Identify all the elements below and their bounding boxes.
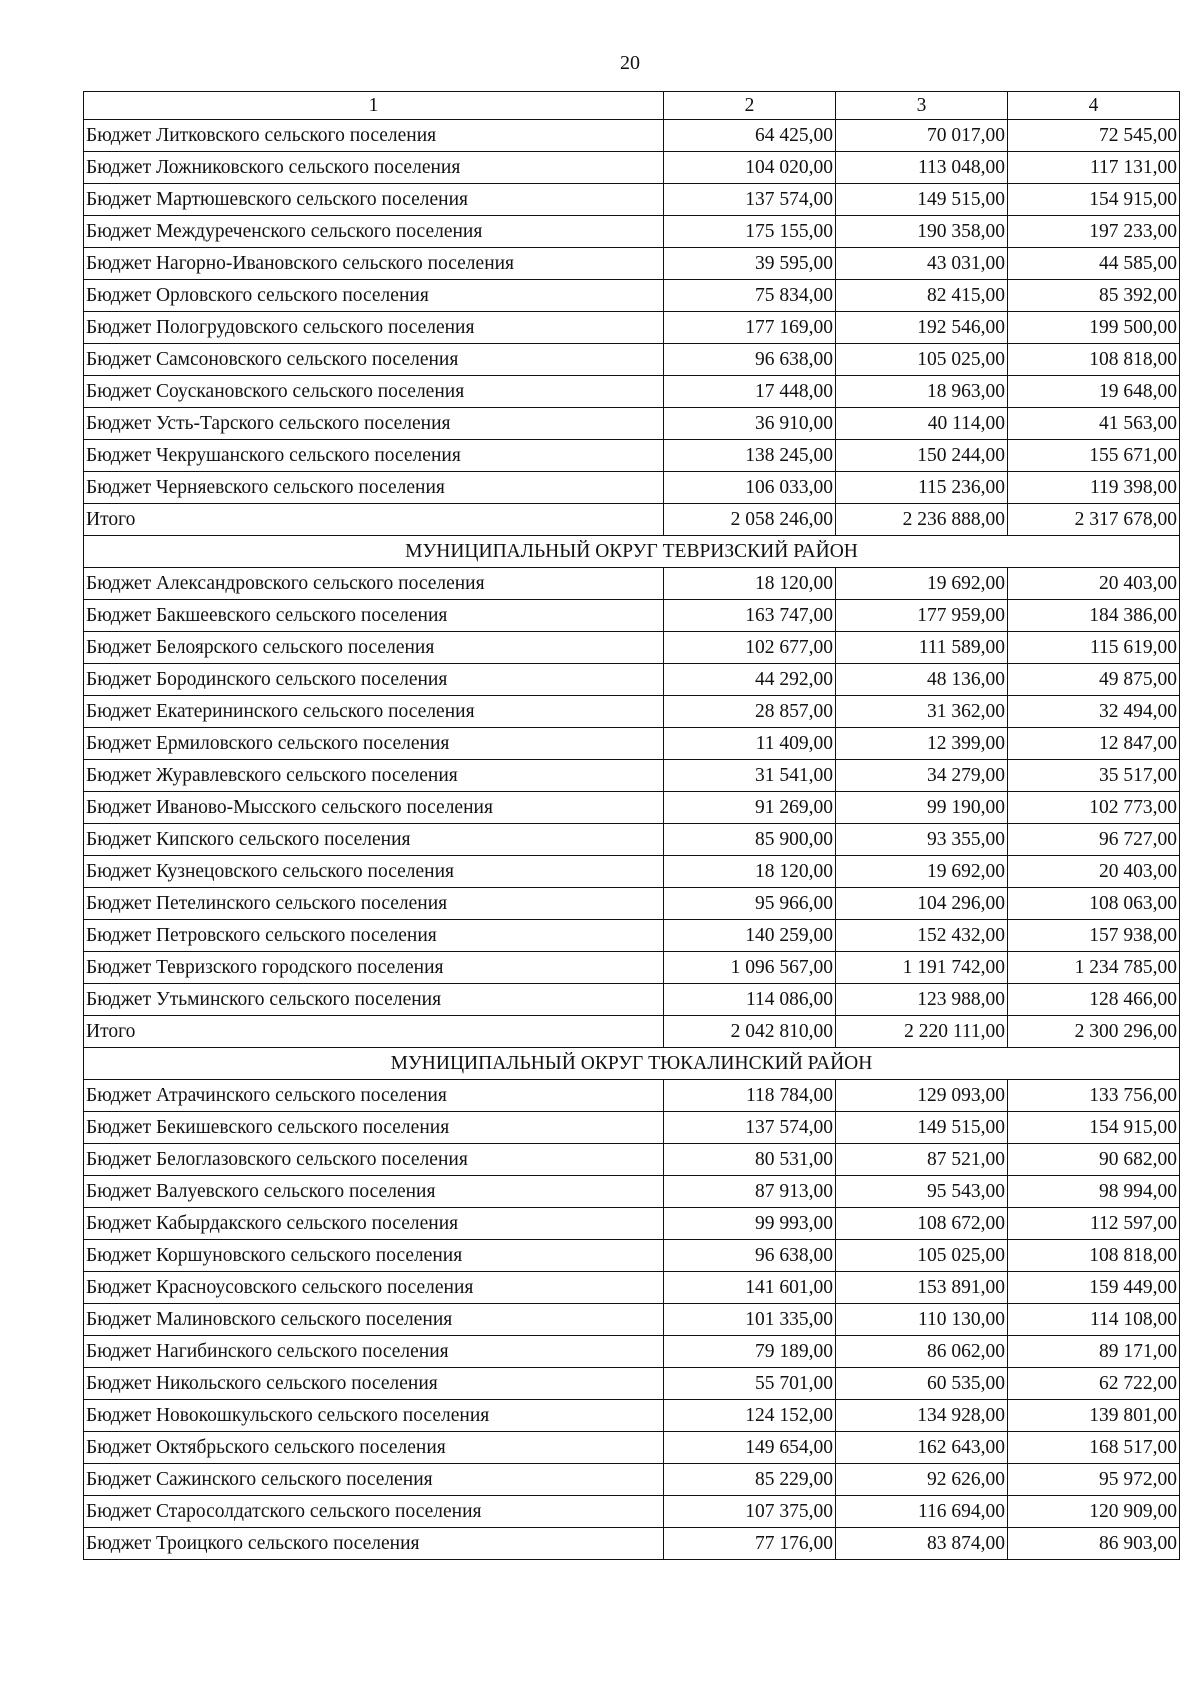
table-row — [84, 120, 1180, 152]
table-row — [84, 312, 1180, 344]
value-3-cell: 105 025,00 — [836, 1240, 1008, 1272]
value-4-cell: 32 494,00 — [1008, 696, 1180, 728]
value-2-cell: 140 259,00 — [664, 920, 836, 952]
value-4-cell: 102 773,00 — [1008, 792, 1180, 824]
column-header-3: 3 — [836, 92, 1008, 120]
settlement-name-cell: Бюджет Тевризского городского поселения — [84, 952, 664, 984]
column-number-header — [84, 92, 1180, 120]
value-4-cell: 19 648,00 — [1008, 376, 1180, 408]
value-2-cell: 77 176,00 — [664, 1528, 836, 1560]
settlement-name-cell: Бюджет Нагорно-Ивановского сельского поселения — [84, 248, 664, 280]
settlement-name-cell: Бюджет Кипского сельского поселения — [84, 824, 664, 856]
table-row — [84, 1528, 1180, 1560]
value-4-cell: 85 392,00 — [1008, 280, 1180, 312]
value-3-cell: 82 415,00 — [836, 280, 1008, 312]
value-3-cell: 149 515,00 — [836, 1112, 1008, 1144]
settlement-name-cell: Бюджет Екатерининского сельского поселения — [84, 696, 664, 728]
table-row — [84, 1176, 1180, 1208]
value-4-cell: 119 398,00 — [1008, 472, 1180, 504]
settlement-name-cell: Бюджет Чекрушанского сельского поселения — [84, 440, 664, 472]
settlement-name-cell: Бюджет Троицкого сельского поселения — [84, 1528, 664, 1560]
section-title: МУНИЦИПАЛЬНЫЙ ОКРУГ ТЮКАЛИНСКИЙ РАЙОН — [84, 1048, 1180, 1080]
value-4-cell: 168 517,00 — [1008, 1432, 1180, 1464]
value-2-cell: 11 409,00 — [664, 728, 836, 760]
value-3-cell: 99 190,00 — [836, 792, 1008, 824]
settlement-name-cell: Бюджет Белоглазовского сельского поселения — [84, 1144, 664, 1176]
value-3-cell: 87 521,00 — [836, 1144, 1008, 1176]
value-2-cell: 118 784,00 — [664, 1080, 836, 1112]
table-row — [84, 344, 1180, 376]
table-row — [84, 184, 1180, 216]
value-4-cell: 89 171,00 — [1008, 1336, 1180, 1368]
value-3-cell: 110 130,00 — [836, 1304, 1008, 1336]
value-3-cell: 95 543,00 — [836, 1176, 1008, 1208]
value-2-cell: 17 448,00 — [664, 376, 836, 408]
value-3-cell: 83 874,00 — [836, 1528, 1008, 1560]
value-2-cell: 85 229,00 — [664, 1464, 836, 1496]
section-title: МУНИЦИПАЛЬНЫЙ ОКРУГ ТЕВРИЗСКИЙ РАЙОН — [84, 536, 1180, 568]
value-4-cell: 1 234 785,00 — [1008, 952, 1180, 984]
value-2-cell: 95 966,00 — [664, 888, 836, 920]
value-3-cell: 86 062,00 — [836, 1336, 1008, 1368]
value-4-cell: 108 818,00 — [1008, 344, 1180, 376]
value-3-cell: 115 236,00 — [836, 472, 1008, 504]
settlement-name-cell: Бюджет Журавлевского сельского поселения — [84, 760, 664, 792]
value-2-cell: 79 189,00 — [664, 1336, 836, 1368]
value-2-cell: 96 638,00 — [664, 1240, 836, 1272]
value-3-cell: 34 279,00 — [836, 760, 1008, 792]
table-row — [84, 1112, 1180, 1144]
value-2-cell: 18 120,00 — [664, 856, 836, 888]
settlement-name-cell: Бюджет Усть-Тарского сельского поселения — [84, 408, 664, 440]
settlement-name-cell: Бюджет Ермиловского сельского поселения — [84, 728, 664, 760]
value-3-cell: 2 220 111,00 — [836, 1016, 1008, 1048]
value-3-cell: 116 694,00 — [836, 1496, 1008, 1528]
value-2-cell: 114 086,00 — [664, 984, 836, 1016]
value-2-cell: 1 096 567,00 — [664, 952, 836, 984]
value-2-cell: 64 425,00 — [664, 120, 836, 152]
value-4-cell: 139 801,00 — [1008, 1400, 1180, 1432]
table-row — [84, 1432, 1180, 1464]
value-4-cell: 114 108,00 — [1008, 1304, 1180, 1336]
table-row — [84, 1144, 1180, 1176]
value-2-cell: 96 638,00 — [664, 344, 836, 376]
value-4-cell: 2 317 678,00 — [1008, 504, 1180, 536]
column-header-1: 1 — [84, 92, 664, 120]
value-3-cell: 190 358,00 — [836, 216, 1008, 248]
value-2-cell: 175 155,00 — [664, 216, 836, 248]
settlement-name-cell: Бюджет Самсоновского сельского поселения — [84, 344, 664, 376]
value-4-cell: 90 682,00 — [1008, 1144, 1180, 1176]
value-4-cell: 155 671,00 — [1008, 440, 1180, 472]
settlement-name-cell: Бюджет Орловского сельского поселения — [84, 280, 664, 312]
value-2-cell: 39 595,00 — [664, 248, 836, 280]
settlement-name-cell: Бюджет Никольского сельского поселения — [84, 1368, 664, 1400]
settlement-name-cell: Бюджет Бекишевского сельского поселения — [84, 1112, 664, 1144]
settlement-name-cell: Бюджет Пологрудовского сельского поселения — [84, 312, 664, 344]
settlement-name-cell: Бюджет Старосолдатского сельского поселения — [84, 1496, 664, 1528]
value-3-cell: 92 626,00 — [836, 1464, 1008, 1496]
value-3-cell: 113 048,00 — [836, 152, 1008, 184]
settlement-name-cell: Бюджет Сажинского сельского поселения — [84, 1464, 664, 1496]
table-row — [84, 728, 1180, 760]
settlement-name-cell: Бюджет Соускановского сельского поселения — [84, 376, 664, 408]
value-4-cell: 35 517,00 — [1008, 760, 1180, 792]
settlement-name-cell: Бюджет Ложниковского сельского поселения — [84, 152, 664, 184]
column-header-2: 2 — [664, 92, 836, 120]
value-2-cell: 102 677,00 — [664, 632, 836, 664]
table-row — [84, 248, 1180, 280]
value-3-cell: 162 643,00 — [836, 1432, 1008, 1464]
settlement-name-cell: Бюджет Иваново-Мысского сельского поселения — [84, 792, 664, 824]
value-2-cell: 2 042 810,00 — [664, 1016, 836, 1048]
column-header-4: 4 — [1008, 92, 1180, 120]
value-4-cell: 98 994,00 — [1008, 1176, 1180, 1208]
value-4-cell: 197 233,00 — [1008, 216, 1180, 248]
total-row — [84, 504, 1180, 536]
table-row — [84, 152, 1180, 184]
value-4-cell: 108 818,00 — [1008, 1240, 1180, 1272]
value-3-cell: 192 546,00 — [836, 312, 1008, 344]
settlement-name-cell: Бюджет Утьминского сельского поселения — [84, 984, 664, 1016]
value-2-cell: 138 245,00 — [664, 440, 836, 472]
section-header-row — [84, 536, 1180, 568]
value-3-cell: 93 355,00 — [836, 824, 1008, 856]
table-row — [84, 824, 1180, 856]
value-2-cell: 124 152,00 — [664, 1400, 836, 1432]
table-row — [84, 1400, 1180, 1432]
section-header-row — [84, 1048, 1180, 1080]
value-4-cell: 117 131,00 — [1008, 152, 1180, 184]
value-3-cell: 1 191 742,00 — [836, 952, 1008, 984]
settlement-name-cell: Бюджет Коршуновского сельского поселения — [84, 1240, 664, 1272]
settlement-name-cell: Бюджет Малиновского сельского поселения — [84, 1304, 664, 1336]
settlement-name-cell: Бюджет Литковского сельского поселения — [84, 120, 664, 152]
value-4-cell: 2 300 296,00 — [1008, 1016, 1180, 1048]
value-2-cell: 36 910,00 — [664, 408, 836, 440]
table-row — [84, 280, 1180, 312]
value-2-cell: 163 747,00 — [664, 600, 836, 632]
value-2-cell: 101 335,00 — [664, 1304, 836, 1336]
value-3-cell: 19 692,00 — [836, 568, 1008, 600]
table-row — [84, 792, 1180, 824]
value-2-cell: 85 900,00 — [664, 824, 836, 856]
settlement-name-cell: Бюджет Черняевского сельского поселения — [84, 472, 664, 504]
value-4-cell: 154 915,00 — [1008, 184, 1180, 216]
value-3-cell: 18 963,00 — [836, 376, 1008, 408]
table-row — [84, 472, 1180, 504]
value-4-cell: 20 403,00 — [1008, 856, 1180, 888]
value-4-cell: 44 585,00 — [1008, 248, 1180, 280]
value-2-cell: 104 020,00 — [664, 152, 836, 184]
table-row — [84, 600, 1180, 632]
budget-table-body — [84, 92, 1180, 1560]
value-3-cell: 123 988,00 — [836, 984, 1008, 1016]
settlement-name-cell: Итого — [84, 504, 664, 536]
value-2-cell: 2 058 246,00 — [664, 504, 836, 536]
value-4-cell: 133 756,00 — [1008, 1080, 1180, 1112]
table-row — [84, 1080, 1180, 1112]
value-2-cell: 177 169,00 — [664, 312, 836, 344]
table-row — [84, 1464, 1180, 1496]
value-3-cell: 104 296,00 — [836, 888, 1008, 920]
value-3-cell: 149 515,00 — [836, 184, 1008, 216]
value-4-cell: 41 563,00 — [1008, 408, 1180, 440]
table-row — [84, 920, 1180, 952]
value-2-cell: 137 574,00 — [664, 1112, 836, 1144]
settlement-name-cell: Итого — [84, 1016, 664, 1048]
settlement-name-cell: Бюджет Мартюшевского сельского поселения — [84, 184, 664, 216]
value-2-cell: 99 993,00 — [664, 1208, 836, 1240]
value-3-cell: 60 535,00 — [836, 1368, 1008, 1400]
budget-table — [83, 91, 1180, 1560]
value-3-cell: 40 114,00 — [836, 408, 1008, 440]
table-row — [84, 376, 1180, 408]
value-2-cell: 106 033,00 — [664, 472, 836, 504]
value-4-cell: 72 545,00 — [1008, 120, 1180, 152]
table-row — [84, 984, 1180, 1016]
value-3-cell: 152 432,00 — [836, 920, 1008, 952]
value-3-cell: 43 031,00 — [836, 248, 1008, 280]
settlement-name-cell: Бюджет Бородинского сельского поселения — [84, 664, 664, 696]
settlement-name-cell: Бюджет Валуевского сельского поселения — [84, 1176, 664, 1208]
value-3-cell: 111 589,00 — [836, 632, 1008, 664]
value-3-cell: 48 136,00 — [836, 664, 1008, 696]
settlement-name-cell: Бюджет Белоярского сельского поселения — [84, 632, 664, 664]
value-4-cell: 120 909,00 — [1008, 1496, 1180, 1528]
table-row — [84, 664, 1180, 696]
value-4-cell: 96 727,00 — [1008, 824, 1180, 856]
value-2-cell: 80 531,00 — [664, 1144, 836, 1176]
settlement-name-cell: Бюджет Кабырдакского сельского поселения — [84, 1208, 664, 1240]
settlement-name-cell: Бюджет Бакшеевского сельского поселения — [84, 600, 664, 632]
settlement-name-cell: Бюджет Атрачинского сельского поселения — [84, 1080, 664, 1112]
value-3-cell: 105 025,00 — [836, 344, 1008, 376]
value-3-cell: 12 399,00 — [836, 728, 1008, 760]
settlement-name-cell: Бюджет Кузнецовского сельского поселения — [84, 856, 664, 888]
value-4-cell: 12 847,00 — [1008, 728, 1180, 760]
settlement-name-cell: Бюджет Петелинского сельского поселения — [84, 888, 664, 920]
value-4-cell: 115 619,00 — [1008, 632, 1180, 664]
value-3-cell: 134 928,00 — [836, 1400, 1008, 1432]
value-3-cell: 108 672,00 — [836, 1208, 1008, 1240]
value-4-cell: 159 449,00 — [1008, 1272, 1180, 1304]
value-2-cell: 141 601,00 — [664, 1272, 836, 1304]
table-row — [84, 408, 1180, 440]
value-3-cell: 150 244,00 — [836, 440, 1008, 472]
value-4-cell: 95 972,00 — [1008, 1464, 1180, 1496]
table-row — [84, 440, 1180, 472]
value-3-cell: 129 093,00 — [836, 1080, 1008, 1112]
value-2-cell: 87 913,00 — [664, 1176, 836, 1208]
value-2-cell: 31 541,00 — [664, 760, 836, 792]
settlement-name-cell: Бюджет Октябрьского сельского поселения — [84, 1432, 664, 1464]
value-2-cell: 107 375,00 — [664, 1496, 836, 1528]
value-2-cell: 137 574,00 — [664, 184, 836, 216]
settlement-name-cell: Бюджет Нагибинского сельского поселения — [84, 1336, 664, 1368]
table-row — [84, 632, 1180, 664]
value-4-cell: 157 938,00 — [1008, 920, 1180, 952]
value-3-cell: 70 017,00 — [836, 120, 1008, 152]
total-row — [84, 1016, 1180, 1048]
settlement-name-cell: Бюджет Междуреченского сельского поселения — [84, 216, 664, 248]
table-row — [84, 888, 1180, 920]
value-3-cell: 31 362,00 — [836, 696, 1008, 728]
table-row — [84, 568, 1180, 600]
value-4-cell: 20 403,00 — [1008, 568, 1180, 600]
value-3-cell: 153 891,00 — [836, 1272, 1008, 1304]
settlement-name-cell: Бюджет Петровского сельского поселения — [84, 920, 664, 952]
value-2-cell: 75 834,00 — [664, 280, 836, 312]
table-row — [84, 696, 1180, 728]
value-3-cell: 2 236 888,00 — [836, 504, 1008, 536]
value-4-cell: 199 500,00 — [1008, 312, 1180, 344]
page-number: 20 — [620, 52, 640, 74]
value-2-cell: 44 292,00 — [664, 664, 836, 696]
table-row — [84, 1496, 1180, 1528]
value-4-cell: 62 722,00 — [1008, 1368, 1180, 1400]
value-2-cell: 18 120,00 — [664, 568, 836, 600]
settlement-name-cell: Бюджет Новокошкульского сельского поселения — [84, 1400, 664, 1432]
value-4-cell: 108 063,00 — [1008, 888, 1180, 920]
table-row — [84, 1240, 1180, 1272]
value-2-cell: 28 857,00 — [664, 696, 836, 728]
table-row — [84, 1368, 1180, 1400]
value-4-cell: 86 903,00 — [1008, 1528, 1180, 1560]
table-row — [84, 856, 1180, 888]
value-4-cell: 184 386,00 — [1008, 600, 1180, 632]
value-3-cell: 19 692,00 — [836, 856, 1008, 888]
table-row — [84, 760, 1180, 792]
table-row — [84, 952, 1180, 984]
value-2-cell: 91 269,00 — [664, 792, 836, 824]
value-2-cell: 149 654,00 — [664, 1432, 836, 1464]
value-4-cell: 154 915,00 — [1008, 1112, 1180, 1144]
table-row — [84, 1304, 1180, 1336]
table-row — [84, 1208, 1180, 1240]
value-4-cell: 49 875,00 — [1008, 664, 1180, 696]
value-4-cell: 128 466,00 — [1008, 984, 1180, 1016]
table-row — [84, 1336, 1180, 1368]
settlement-name-cell: Бюджет Александровского сельского поселения — [84, 568, 664, 600]
value-2-cell: 55 701,00 — [664, 1368, 836, 1400]
settlement-name-cell: Бюджет Красноусовского сельского поселения — [84, 1272, 664, 1304]
value-4-cell: 112 597,00 — [1008, 1208, 1180, 1240]
value-3-cell: 177 959,00 — [836, 600, 1008, 632]
table-row — [84, 216, 1180, 248]
table-row — [84, 1272, 1180, 1304]
